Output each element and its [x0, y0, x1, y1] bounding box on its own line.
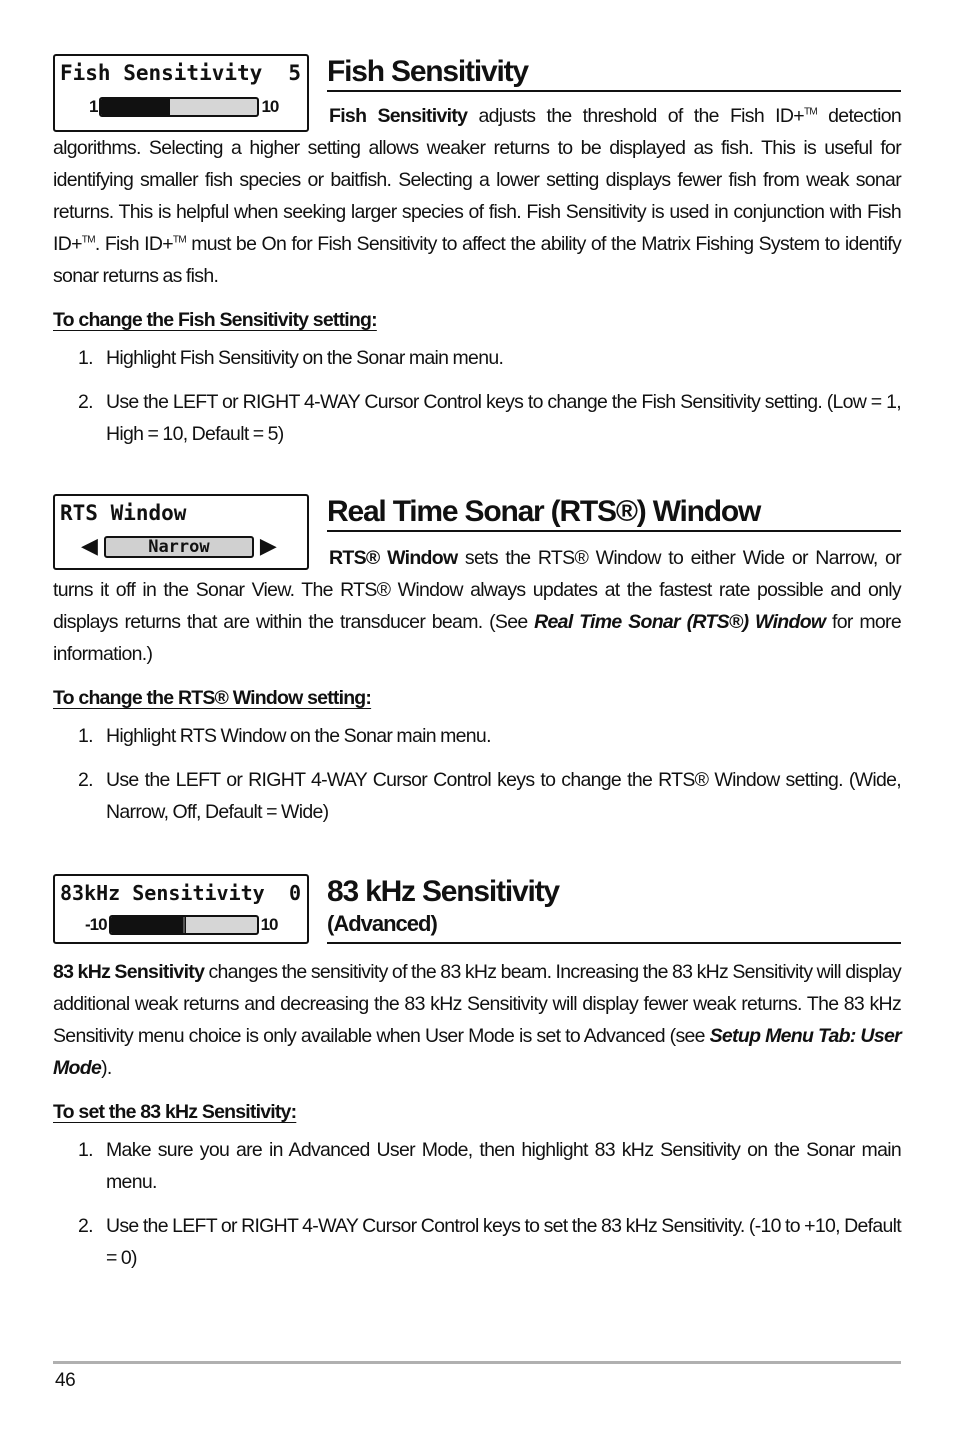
right-arrow-icon: ▶ [259, 534, 277, 559]
text-run: changes the sensitivity of the 83 kHz beam. Increasing the 83 kHz Sensitivity will display additional weak returns and decreasing the 83 kHz Sensitivity will display fewer weak returns. The 83 kHz Sensitivity menu choice is only available when User Mode is set to Advanced (see [53, 961, 901, 1047]
widget-value: 5 [288, 61, 301, 85]
text-run: detection algorithms. Selecting a higher setting allows weaker returns to be displayed as fish. This is useful for identifying smaller fish species or baitfish. Selecting a lower setting displays fewer fish from weak sonar returns. This is helpful when seeking larger species of fish. Fish Sensitivity is used in conjunction with Fish ID+ [53, 105, 902, 255]
slider-center-marker [182, 915, 186, 935]
procedure-title: To change the Fish Sensitivity setting: [53, 309, 377, 331]
heading-block [327, 54, 901, 92]
rts-window-menu-widget [53, 494, 309, 570]
steps-list [53, 720, 901, 828]
footer-divider [53, 1361, 901, 1364]
section-rts-window [53, 494, 901, 840]
section-heading: Fish Sensitivity [327, 55, 528, 88]
slider-max-label: 10 [260, 915, 278, 934]
step-item [53, 1210, 901, 1274]
trademark-mark: TM [81, 234, 95, 246]
step-item [53, 386, 901, 450]
term-bold: RTS® Window [329, 547, 458, 569]
section-heading: 83 kHz Sensitivity [327, 875, 559, 908]
steps-list [53, 1134, 901, 1274]
step-text: Make sure you are in Advanced User Mode, then highlight 83 kHz Sensitivity on the Sonar main menu. [106, 1139, 901, 1193]
trademark-mark: TM [172, 234, 186, 246]
slider-track [99, 97, 259, 117]
left-arrow-icon: ◀ [81, 534, 98, 559]
text-run: must be On for Fish Sensitivity to affect the ability of the Matrix Fishing System to identify sonar returns as fish. [53, 233, 901, 287]
procedure-title: To change the RTS® Window setting: [53, 687, 372, 709]
step-text: Use the LEFT or RIGHT 4-WAY Cursor Control keys to set the 83 kHz Sensitivity. (-10 to +10, Default = 0) [106, 1215, 901, 1269]
step-text: Use the LEFT or RIGHT 4-WAY Cursor Control keys to change the RTS® Window setting. (Wide, Narrow, Off, Default = Wide) [106, 769, 901, 823]
text-run: ). [101, 1057, 112, 1079]
slider-max-label: 10 [261, 97, 279, 116]
section-subheading: (Advanced) [327, 911, 437, 936]
section-fish-sensitivity [53, 54, 901, 462]
step-item [53, 1134, 901, 1198]
steps-list [53, 342, 901, 450]
heading-block [327, 874, 901, 944]
slider-fill [101, 99, 170, 115]
section-description [53, 956, 901, 1084]
widget-label: 83kHz Sensitivity [60, 881, 265, 905]
term-bold: 83 kHz Sensitivity [53, 961, 205, 983]
cross-reference: Setup Menu Tab: User Mode [53, 1025, 901, 1079]
slider-row [85, 914, 278, 936]
term-bold: Fish Sensitivity [329, 105, 468, 127]
step-number: 1. [78, 725, 93, 747]
step-item [53, 720, 901, 752]
heading-block [327, 494, 901, 532]
step-item [53, 764, 901, 828]
slider-fill [111, 917, 184, 933]
text-run: for more information.) [53, 611, 901, 665]
slider-row [89, 96, 278, 118]
step-text: Highlight Fish Sensitivity on the Sonar main menu. [106, 347, 504, 369]
fish-sensitivity-menu-widget [53, 54, 309, 132]
slider-min-label: 1 [89, 97, 98, 116]
step-text: Use the LEFT or RIGHT 4-WAY Cursor Control keys to change the Fish Sensitivity setting. (Low = 1, High = 10, Default = 5) [106, 391, 901, 445]
slider-track [109, 915, 259, 935]
cross-reference: Real Time Sonar (RTS®) Window [534, 611, 826, 633]
section-heading: Real Time Sonar (RTS®) Window [327, 495, 761, 528]
selected-option: Narrow [104, 536, 254, 558]
selector-row [81, 536, 277, 558]
widget-label: RTS Window [60, 501, 187, 525]
trademark-mark: TM [803, 106, 817, 118]
slider-min-label: -10 [85, 915, 107, 934]
step-text: Highlight RTS Window on the Sonar main menu. [106, 725, 491, 747]
step-number: 2. [78, 391, 93, 413]
step-item [53, 342, 901, 374]
83khz-sensitivity-menu-widget [53, 874, 309, 944]
widget-value: 0 [288, 881, 301, 905]
step-number: 1. [78, 347, 93, 369]
widget-label: Fish Sensitivity [60, 61, 263, 85]
text-run: sets the RTS® Window to either Wide or Narrow, or turns it off in the Sonar View. The RTS® Window always updates at the fastest rate possible and only displays returns that are within the transducer beam. (See [53, 547, 901, 633]
text-run: . Fish ID+ [94, 233, 173, 255]
page-number: 46 [55, 1370, 76, 1391]
text-run: adjusts the threshold of the Fish ID+ [467, 105, 804, 127]
section-83khz-sensitivity [53, 874, 901, 1286]
procedure-title: To set the 83 kHz Sensitivity: [53, 1101, 297, 1123]
step-number: 1. [78, 1139, 93, 1161]
step-number: 2. [78, 769, 93, 791]
step-number: 2. [78, 1215, 93, 1237]
